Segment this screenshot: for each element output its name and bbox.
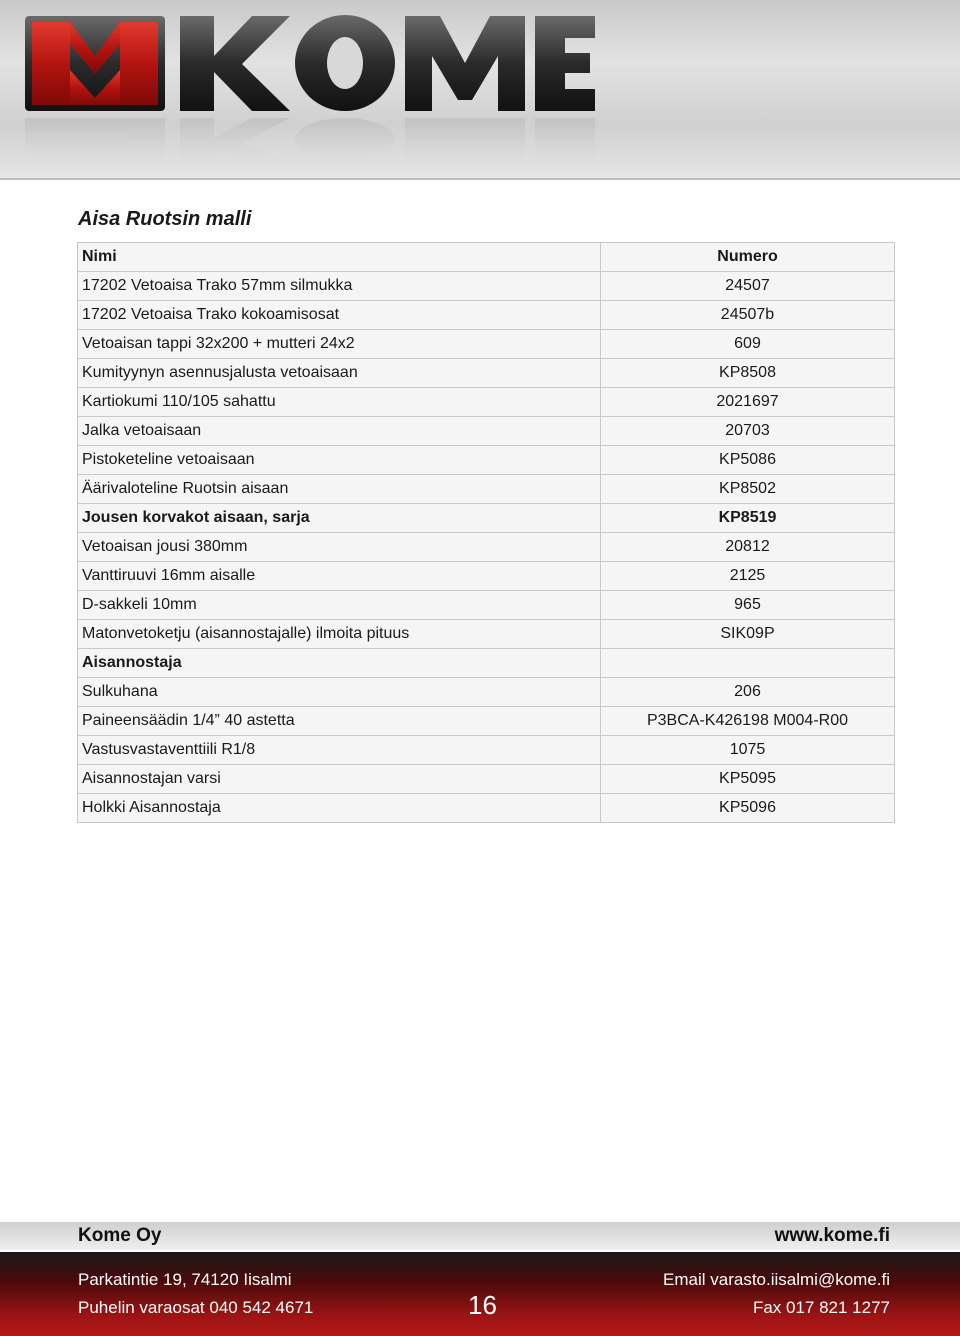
part-name-cell: Kartiokumi 110/105 sahattu <box>78 388 601 417</box>
table-row <box>78 533 895 562</box>
part-number-cell: KP5096 <box>601 794 895 823</box>
part-number-cell: 2125 <box>601 562 895 591</box>
part-name-cell: 17202 Vetoaisa Trako kokoamisosat <box>78 301 601 330</box>
table-row <box>78 765 895 794</box>
table-row <box>78 794 895 823</box>
table-row <box>78 388 895 417</box>
part-name-cell: Vanttiruuvi 16mm aisalle <box>78 562 601 591</box>
part-number-cell: SIK09P <box>601 620 895 649</box>
part-name-cell: Vetoaisan jousi 380mm <box>78 533 601 562</box>
header-banner <box>0 0 960 180</box>
part-name-cell: Kumityynyn asennusjalusta vetoaisaan <box>78 359 601 388</box>
part-number-cell <box>601 649 895 678</box>
part-name-cell: D-sakkeli 10mm <box>78 591 601 620</box>
table-row <box>78 301 895 330</box>
page-number: 16 <box>468 1290 497 1320</box>
document-title: Aisa Ruotsin malli <box>78 208 252 230</box>
part-name-cell: 17202 Vetoaisa Trako 57mm silmukka <box>78 272 601 301</box>
table-row <box>78 707 895 736</box>
part-number-cell: 1075 <box>601 736 895 765</box>
table-row <box>78 359 895 388</box>
table-header-row <box>78 243 895 272</box>
table-row <box>78 736 895 765</box>
part-number-cell: 24507 <box>601 272 895 301</box>
table-row <box>78 562 895 591</box>
part-number-cell: 20703 <box>601 417 895 446</box>
kome-letters <box>180 15 595 111</box>
footer-fax: Fax 017 821 1277 <box>752 1298 890 1317</box>
part-number-cell: 609 <box>601 330 895 359</box>
part-number-cell: 24507b <box>601 301 895 330</box>
part-name-cell: Jousen korvakot aisaan, sarja <box>78 504 601 533</box>
part-name-cell: Vetoaisan tappi 32x200 + mutteri 24x2 <box>78 330 601 359</box>
column-header-name: Nimi <box>78 243 601 272</box>
table-row <box>78 620 895 649</box>
table-row <box>78 649 895 678</box>
part-number-cell: P3BCA-K426198 M004-R00 <box>601 707 895 736</box>
table-row <box>78 330 895 359</box>
table-row <box>78 504 895 533</box>
table-row <box>78 475 895 504</box>
logo-reflection <box>25 118 595 163</box>
part-number-cell: KP8519 <box>601 504 895 533</box>
kome-logo <box>20 8 600 168</box>
table-row <box>78 678 895 707</box>
part-name-cell: Äärivaloteline Ruotsin aisaan <box>78 475 601 504</box>
column-header-number: Numero <box>601 243 895 272</box>
part-name-cell: Aisannostaja <box>78 649 601 678</box>
part-number-cell: KP8502 <box>601 475 895 504</box>
part-name-cell: Matonvetoketju (aisannostajalle) ilmoita pituus <box>78 620 601 649</box>
part-number-cell: KP5095 <box>601 765 895 794</box>
footer-address: Parkatintie 19, 74120 Iisalmi <box>78 1270 292 1289</box>
parts-table <box>77 242 895 823</box>
part-number-cell: 20812 <box>601 533 895 562</box>
part-name-cell: Pistoketeline vetoaisaan <box>78 446 601 475</box>
footer-email-link[interactable]: Email varasto.iisalmi@kome.fi <box>663 1270 890 1289</box>
part-number-cell: KP5086 <box>601 446 895 475</box>
footer-website-link[interactable]: www.kome.fi <box>774 1225 890 1246</box>
part-number-cell: KP8508 <box>601 359 895 388</box>
table-body <box>78 272 895 823</box>
table-row <box>78 417 895 446</box>
part-name-cell: Aisannostajan varsi <box>78 765 601 794</box>
table-row <box>78 446 895 475</box>
part-number-cell: 2021697 <box>601 388 895 417</box>
footer-company: Kome Oy <box>78 1225 162 1246</box>
emblem-icon <box>25 16 165 111</box>
part-name-cell: Sulkuhana <box>78 678 601 707</box>
part-name-cell: Vastusvastaventtiili R1/8 <box>78 736 601 765</box>
part-name-cell: Jalka vetoaisaan <box>78 417 601 446</box>
table-row <box>78 591 895 620</box>
part-name-cell: Paineensäädin 1/4” 40 astetta <box>78 707 601 736</box>
part-name-cell: Holkki Aisannostaja <box>78 794 601 823</box>
part-number-cell: 965 <box>601 591 895 620</box>
footer-phone: Puhelin varaosat 040 542 4671 <box>78 1298 314 1317</box>
table-row <box>78 272 895 301</box>
part-number-cell: 206 <box>601 678 895 707</box>
